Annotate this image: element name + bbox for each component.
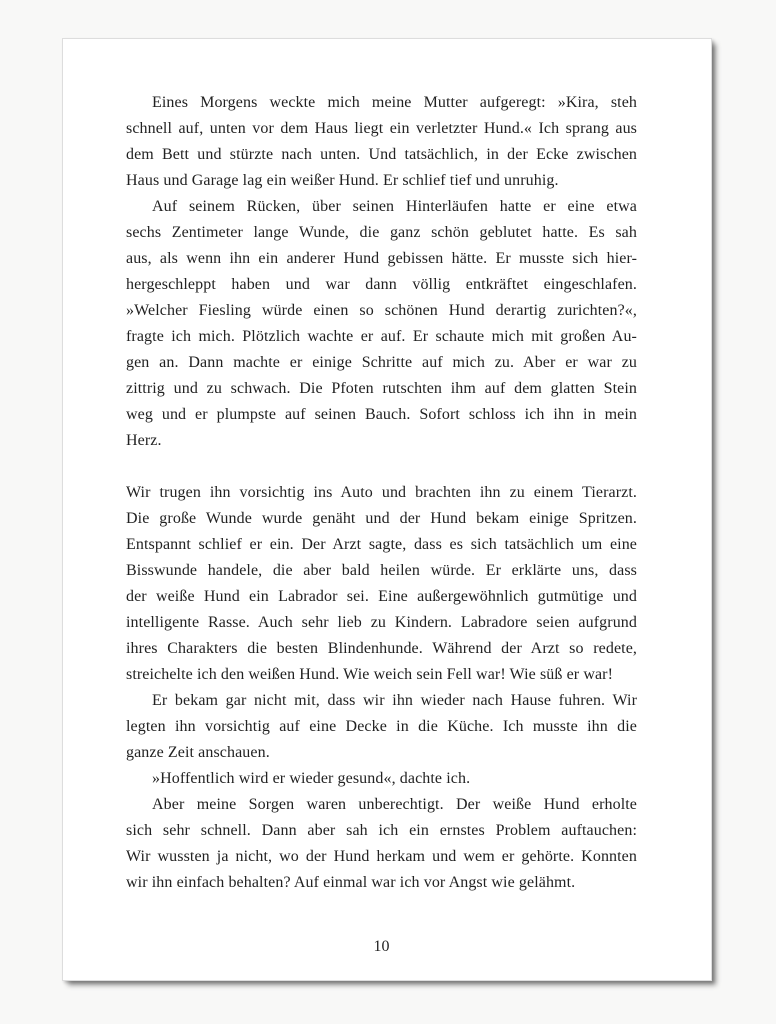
text-line: zittrig und zu schwach. Die Pfoten rutschten ihm auf dem glatten Stein (126, 380, 637, 397)
paragraph (126, 480, 637, 688)
text-line: Er bekam gar nicht mit, dass wir ihn wieder nach Hause fuhren. Wir (152, 692, 637, 709)
text-line: Aber meine Sorgen waren unberechtigt. Der weiße Hund erholte (152, 796, 637, 813)
paragraph (126, 90, 637, 194)
text-line: Bisswunde handele, die aber bald heilen würde. Er erklärte uns, dass (126, 562, 637, 579)
text-block (126, 90, 637, 896)
text-line: ihres Charakters die besten Blindenhunde. Während der Arzt so redete, (126, 640, 637, 657)
text-line: hergeschleppt haben und war dann völlig entkräftet eingeschlafen. (126, 276, 637, 293)
text-line: Haus und Garage lag ein weißer Hund. Er schlief tief und unruhig. (126, 172, 559, 189)
text-line: »Hoffentlich wird er wieder gesund«, dachte ich. (152, 770, 471, 787)
text-line: Wir wussten ja nicht, wo der Hund herkam und wem er gehörte. Konnten (126, 848, 637, 865)
text-line: legten ihn vorsichtig auf eine Decke in die Küche. Ich musste ihn die (126, 718, 637, 735)
text-line: Wir trugen ihn vorsichtig ins Auto und brachten ihn zu einem Tierarzt. (126, 484, 637, 501)
paragraph (126, 792, 637, 896)
text-line: dem Bett und stürzte nach unten. Und tatsächlich, in der Ecke zwischen (126, 146, 637, 163)
text-line: intelligente Rasse. Auch sehr lieb zu Kindern. Labradore seien aufgrund (126, 614, 637, 631)
paragraph (126, 766, 637, 792)
book-page (62, 38, 712, 981)
text-line: schnell auf, unten vor dem Haus liegt ein verletzter Hund.« Ich sprang aus (126, 120, 637, 137)
text-line: fragte ich mich. Plötzlich wachte er auf. Er schaute mich mit großen Au- (126, 328, 637, 345)
text-line: sich sehr schnell. Dann aber sah ich ein ernstes Problem auftauchen: (126, 822, 637, 839)
text-line: Entspannt schlief er ein. Der Arzt sagte, dass es sich tatsächlich um eine (126, 536, 637, 553)
text-line: Auf seinem Rücken, über seinen Hinterläufen hatte er eine etwa (152, 198, 637, 215)
text-line: Herz. (126, 432, 162, 449)
text-line: wir ihn einfach behalten? Auf einmal war ich vor Angst wie gelähmt. (126, 874, 576, 891)
text-line: gen an. Dann machte er einige Schritte auf mich zu. Aber er war zu (126, 354, 637, 371)
paragraph (126, 194, 637, 454)
page-number: 10 (373, 938, 390, 955)
text-line: ganze Zeit anschauen. (126, 744, 270, 761)
text-line: Eines Morgens weckte mich meine Mutter aufgeregt: »Kira, steh (152, 94, 637, 111)
text-line: Die große Wunde wurde genäht und der Hund bekam einige Spritzen. (126, 510, 637, 527)
text-line: streichelte ich den weißen Hund. Wie weich sein Fell war! Wie süß er war! (126, 666, 614, 683)
text-line: der weiße Hund ein Labrador sei. Eine außergewöhnlich gutmütige und (126, 588, 637, 605)
text-line: aus, als wenn ihn ein anderer Hund gebissen hätte. Er musste sich hier- (126, 250, 637, 267)
text-line: »Welcher Fiesling würde einen so schönen Hund derartig zurichten?«, (126, 302, 637, 319)
text-line: weg und er plumpste auf seinen Bauch. Sofort schloss ich ihn in mein (126, 406, 637, 423)
text-line: sechs Zentimeter lange Wunde, die ganz schön geblutet hatte. Es sah (126, 224, 637, 241)
paragraph (126, 688, 637, 766)
